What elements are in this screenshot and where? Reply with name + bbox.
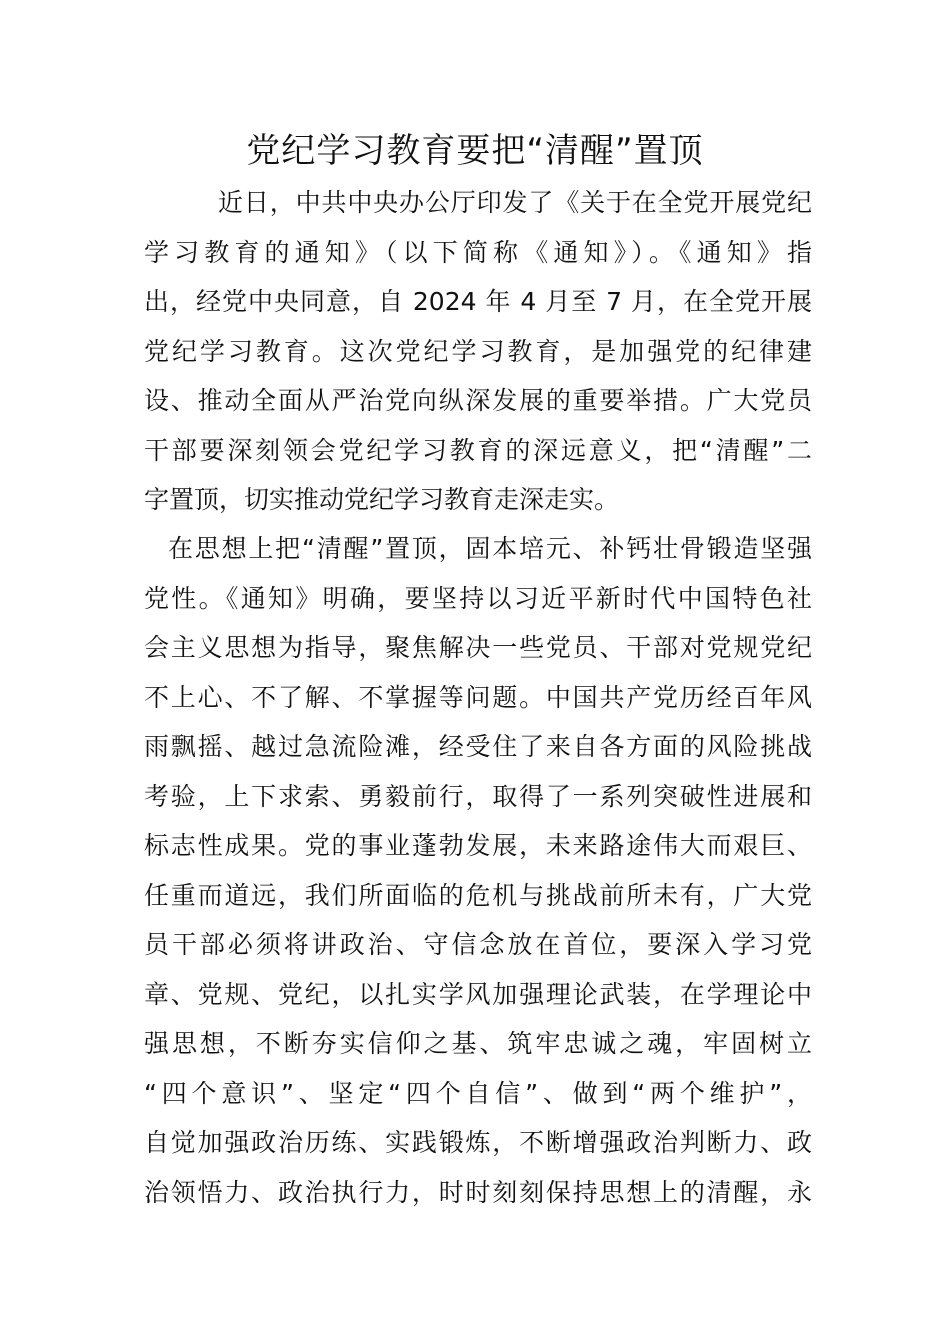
paragraph-line: 学习教育的通知》（以下简称《通知》）。《通知》指 (144, 237, 812, 267)
paragraph-line: 干部要深刻领会党纪学习教育的深远意义，把“清醒”二 (144, 435, 812, 465)
paragraph-line: 不上心、不了解、不掌握等问题。中国共产党历经百年风 (144, 682, 812, 712)
paragraph-1 (144, 178, 812, 525)
paragraph-line: 会主义思想为指导，聚焦解决一些党员、干部对党规党纪 (144, 633, 812, 662)
paragraph-line: 自觉加强政治历练、实践锻炼，不断增强政治判断力、政 (144, 1128, 812, 1157)
paragraph-line: 党性。《通知》明确，要坚持以习近平新时代中国特色社 (144, 583, 812, 613)
paragraph-line: 在思想上把“清醒”置顶，固本培元、补钙壮骨锻造坚强 (168, 534, 812, 563)
paragraph-line: 出，经党中央同意，自 2024 年 4 月至 7 月，在全党开展 (144, 287, 812, 316)
document-title: 党纪学习教育要把“清醒”置顶 (246, 131, 704, 171)
paragraph-line: 员干部必须将讲政治、守信念放在首位，要深入学习党 (144, 930, 812, 959)
paragraph-line: 章、党规、党纪，以扎实学风加强理论武装，在学理论中 (144, 979, 812, 1009)
paragraph-line: 设、推动全面从严治党向纵深发展的重要举措。广大党员 (144, 386, 812, 415)
paragraph-line: 字置顶，切实推动党纪学习教育走深走实。 (144, 485, 620, 514)
paragraph-2 (144, 524, 812, 1217)
paragraph-line: 考验，上下求索、勇毅前行，取得了一系列突破性进展和 (144, 781, 812, 811)
paragraph-line: 任重而道远，我们所面临的危机与挑战前所未有，广大党 (144, 880, 812, 910)
paragraph-line: 强思想，不断夯实信仰之基、筑牢忠诚之魂，牢固树立 (144, 1029, 812, 1058)
paragraph-line: 雨飘摇、越过急流险滩，经受住了来自各方面的风险挑战 (144, 732, 812, 761)
paragraph-line: 党纪学习教育。这次党纪学习教育，是加强党的纪律建 (144, 336, 812, 366)
paragraph-line: 近日，中共中央办公厅印发了《关于在全党开展党纪 (218, 188, 812, 217)
paragraph-line: “四个意识”、坚定“四个自信”、做到“两个维护”， (144, 1078, 812, 1108)
paragraph-line: 标志性成果。党的事业蓬勃发展，未来路途伟大而艰巨、 (144, 831, 812, 860)
paragraph-line: 治领悟力、政治执行力，时时刻刻保持思想上的清醒，永 (144, 1177, 812, 1207)
